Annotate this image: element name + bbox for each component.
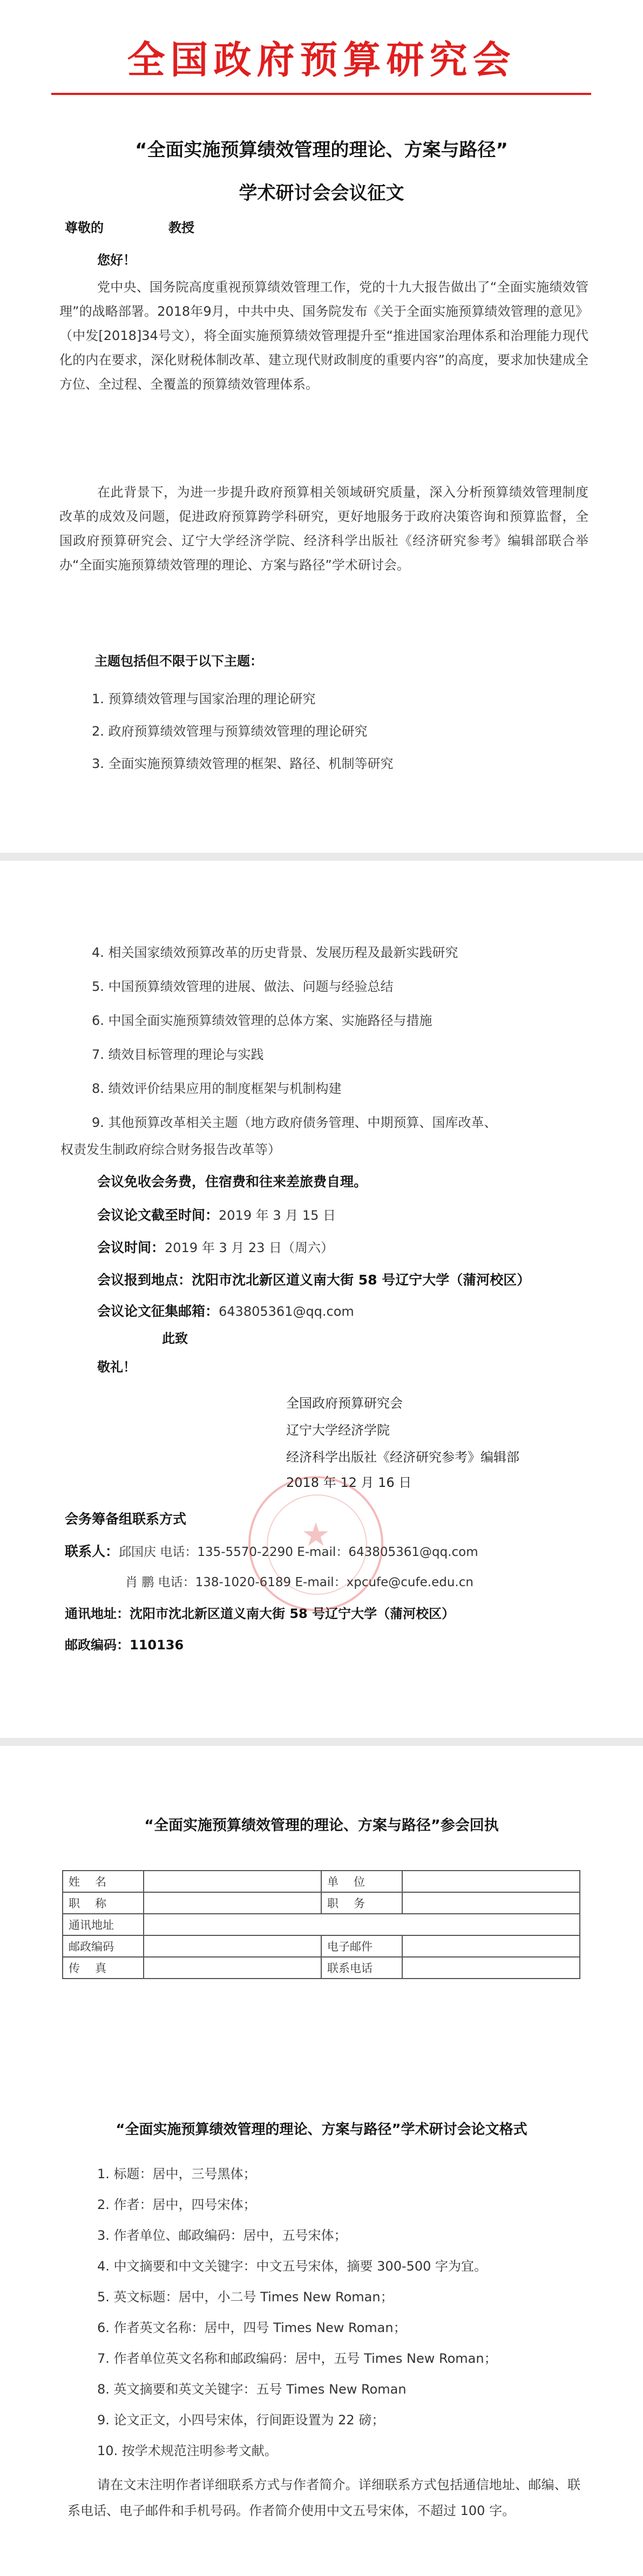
unit-label: 单位 xyxy=(321,1871,402,1892)
format-item: 1. 标题：居中，三号黑体； xyxy=(97,2166,256,2181)
deadline-line xyxy=(97,1205,336,1224)
fax-label: 传真 xyxy=(63,1957,144,1979)
salutation-prefix: 尊敬的 xyxy=(65,220,104,235)
contact-person-2: 肖 鹏 电话：138-1020-6189 E-mail：xpcufe@cufe.edu.cn xyxy=(125,1575,473,1589)
official-seal-icon: ★ xyxy=(248,1476,383,1611)
topic-item: 1. 预算绩效管理与国家治理的理论研究 xyxy=(92,691,316,706)
phone-cell[interactable] xyxy=(402,1957,580,1979)
format-item: 8. 英文摘要和英文关键字：五号 Times New Roman xyxy=(97,2382,407,2397)
header-rule xyxy=(51,93,591,95)
postcode-label: 邮政编码 xyxy=(63,1935,144,1957)
format-title: “全面实施预算绩效管理的理论、方案与路径”学术研讨会论文格式 xyxy=(116,2122,527,2138)
fee-note: 会议免收会务费，住宿费和往来差旅费自理。 xyxy=(97,1174,368,1190)
table-row xyxy=(63,1871,580,1892)
contact-label: 联系人： xyxy=(65,1544,119,1559)
topic-item: 5. 中国预算绩效管理的进展、做法、问题与经验总结 xyxy=(92,979,394,994)
signature-org-2: 辽宁大学经济学院 xyxy=(286,1423,390,1438)
salutation xyxy=(65,217,194,236)
email-value[interactable]: 643805361@qq.com xyxy=(219,1304,354,1319)
email-label: 会议论文征集邮箱： xyxy=(97,1303,219,1319)
deadline-value: 2019 年 3 月 15 日 xyxy=(219,1208,336,1223)
signature-org-1: 全国政府预算研究会 xyxy=(286,1396,403,1411)
unit-cell[interactable] xyxy=(402,1871,580,1892)
doc-title-line1: “全面实施预算绩效管理的理论、方案与路径” xyxy=(135,139,508,161)
contact-postcode: 邮政编码：110136 xyxy=(65,1637,184,1653)
format-item: 2. 作者：居中，四号宋体； xyxy=(97,2197,256,2212)
closing-paragraph: 请在文末注明作者详细联系方式与作者简介。详细联系方式包括通信地址、邮编、联系电话、电子邮件和手机号码。作者简介使用中文五号宋体，不超过 100 字。 xyxy=(67,2477,580,2518)
email-field-label: 电子邮件 xyxy=(321,1935,402,1957)
topics-heading: 主题包括但不限于以下主题： xyxy=(94,654,263,669)
venue-line: 会议报到地点：沈阳市沈北新区道义南大街 58 号辽宁大学（蒲河校区） xyxy=(97,1272,531,1288)
email-line xyxy=(97,1301,354,1320)
meeting-time-value: 2019 年 3 月 23 日（周六） xyxy=(165,1240,334,1255)
format-item: 4. 中文摘要和中文关键字：中文五号宋体，摘要 300-500 字为宜。 xyxy=(97,2259,488,2274)
page-1 xyxy=(0,0,643,853)
name-label: 姓名 xyxy=(63,1871,144,1892)
signature-org-3: 经济科学出版社《经济研究参考》编辑部 xyxy=(286,1450,519,1465)
postcode-cell[interactable] xyxy=(144,1935,321,1957)
meeting-time-label: 会议时间： xyxy=(97,1240,165,1255)
meeting-time-line xyxy=(97,1237,334,1256)
format-item: 6. 作者英文名称：居中，四号 Times New Roman； xyxy=(97,2320,407,2335)
intro-paragraph-2: 在此背景下，为进一步提升政府预算相关领域研究质量，深入分析预算绩效管理制度改革的成效及问题，促进政府预算跨学科研究，更好地服务于政府决策咨询和预算监督，全国政府预算研究会、辽宁大学经济学院、经济科学出版社《经济研究参考》编辑部联合举办“全面实施预算绩效管理的理论、方案与路径”学术研讨会。 xyxy=(59,485,588,573)
topic-item-9-line2: 权责发生制政府综合财务报告改革等） xyxy=(60,1142,281,1157)
format-item: 3. 作者单位、邮政编码：居中，五号宋体； xyxy=(97,2228,347,2243)
org-header: 全国政府预算研究会 xyxy=(127,37,516,82)
signature-date: 2018 年 12 月 16 日 xyxy=(286,1475,412,1490)
email-cell[interactable] xyxy=(402,1935,580,1957)
intro-paragraph-1: 党中央、国务院高度重视预算绩效管理工作，党的十九大报告做出了“全面实施绩效管理”的战略部署。2018年9月，中共中央、国务院发布《关于全面实施预算绩效管理的意见》（中发[2018]34号文），将全面实施预算绩效管理提升至“推进国家治理体系和治理能力现代化的内在要求，深化财税体制改革、建立现代财政制度的重要内容”的高度，要求加快建成全方位、全过程、全覆盖的预算绩效管理体系。 xyxy=(59,280,588,392)
salutation-suffix: 教授 xyxy=(168,220,194,235)
format-item: 5. 英文标题：居中，小二号 Times New Roman； xyxy=(97,2289,394,2305)
table-row xyxy=(63,1957,580,1979)
table-row xyxy=(63,1914,580,1935)
topic-item: 4. 相关国家绩效预算改革的历史背景、发展历程及最新实践研究 xyxy=(92,945,458,960)
format-item: 9. 论文正文，小四号宋体，行间距设置为 22 磅； xyxy=(97,2412,385,2428)
contact-heading: 会务筹备组联系方式 xyxy=(65,1511,187,1527)
position-label: 职务 xyxy=(321,1892,402,1914)
position-cell[interactable] xyxy=(402,1892,580,1914)
reply-form-title: “全面实施预算绩效管理的理论、方案与路径”参会回执 xyxy=(144,1817,499,1834)
table-row xyxy=(63,1935,580,1957)
jingli-text: 敬礼！ xyxy=(97,1360,136,1375)
cizhi-text: 此致 xyxy=(162,1331,188,1346)
address-cell[interactable] xyxy=(144,1914,580,1935)
name-cell[interactable] xyxy=(144,1871,321,1892)
topic-item: 7. 绩效目标管理的理论与实践 xyxy=(92,1047,264,1062)
topic-item: 6. 中国全面实施预算绩效管理的总体方案、实施路径与措施 xyxy=(92,1013,432,1028)
topic-item: 2. 政府预算绩效管理与预算绩效管理的理论研究 xyxy=(92,724,368,739)
contact-address: 通讯地址：沈阳市沈北新区道义南大街 58 号辽宁大学（蒲河校区） xyxy=(65,1606,455,1621)
doc-title-line2: 学术研讨会会议征文 xyxy=(239,182,404,204)
format-item: 7. 作者单位英文名称和邮政编码：居中，五号 Times New Roman； xyxy=(97,2351,497,2366)
table-row xyxy=(63,1892,580,1914)
topic-item: 8. 绩效评价结果应用的制度框架与机制构建 xyxy=(92,1081,342,1096)
format-item: 10. 按学术规范注明参考文献。 xyxy=(97,2443,277,2458)
reply-form-table xyxy=(62,1870,580,1979)
phone-label: 联系电话 xyxy=(321,1957,402,1979)
topic-item: 3. 全面实施预算绩效管理的框架、路径、机制等研究 xyxy=(92,756,394,771)
deadline-label: 会议论文截至时间： xyxy=(97,1207,219,1223)
title-label: 职称 xyxy=(63,1892,144,1914)
title-cell[interactable] xyxy=(144,1892,321,1914)
topic-item-9-line1: 9. 其他预算改革相关主题（地方政府债务管理、中期预算、国库改革、 xyxy=(92,1115,497,1130)
fax-cell[interactable] xyxy=(144,1957,321,1979)
contact-person-1: 邱国庆 电话：135-5570-2290 E-mail：643805361@qq.com xyxy=(119,1545,478,1559)
address-label: 通讯地址 xyxy=(63,1914,144,1935)
greeting: 您好！ xyxy=(97,253,136,268)
